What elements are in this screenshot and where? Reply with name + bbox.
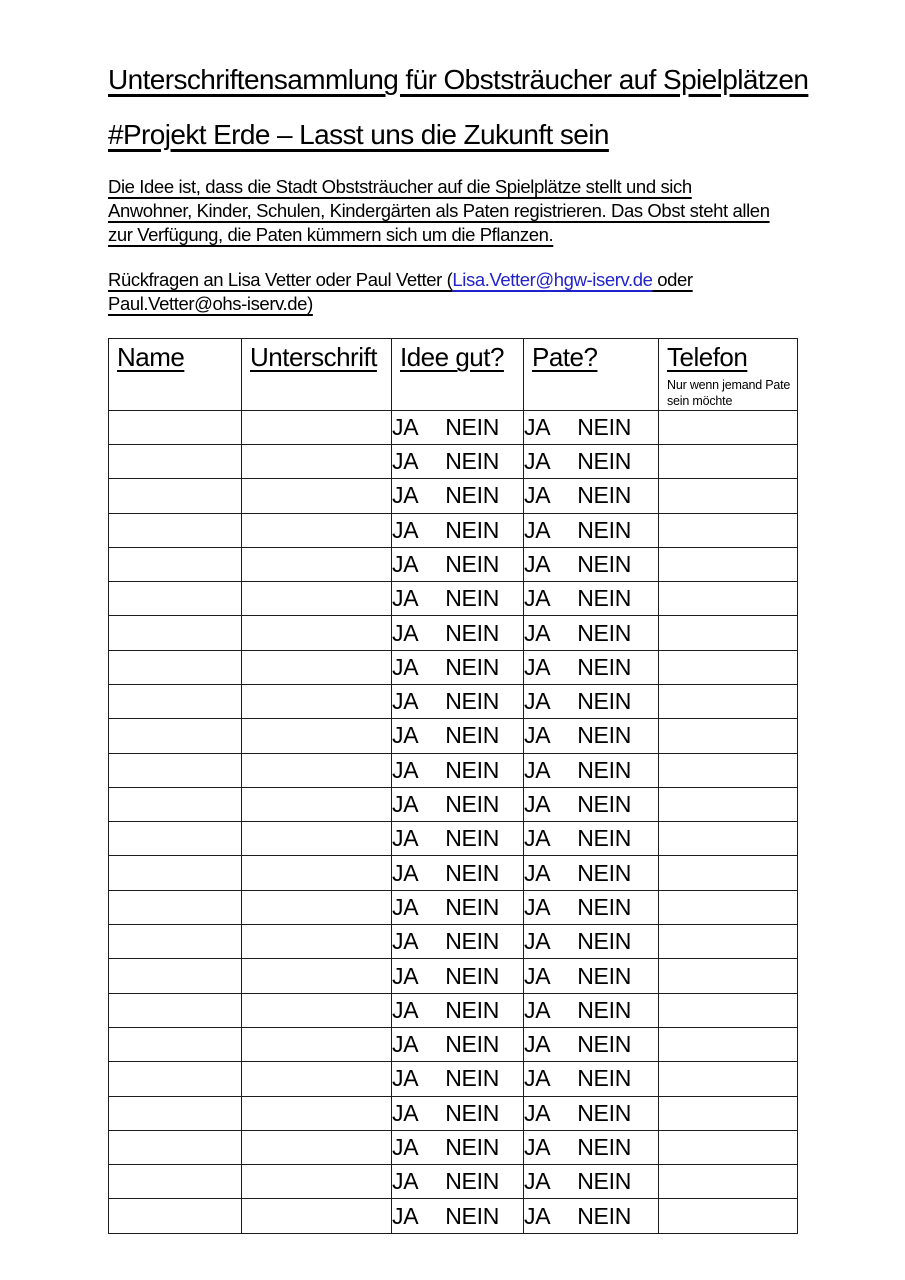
pate-ja-option: JA xyxy=(524,585,551,612)
pate-nein-option: NEIN xyxy=(577,825,632,852)
signature-cell xyxy=(242,959,392,993)
pate-ja-option: JA xyxy=(524,448,551,475)
table-row xyxy=(109,993,798,1027)
table-row xyxy=(109,582,798,616)
idee-gut-cell xyxy=(392,719,524,753)
idee-nein-option: NEIN xyxy=(445,413,500,440)
signature-cell xyxy=(242,719,392,753)
idee-ja-option: JA xyxy=(392,550,419,577)
signature-cell xyxy=(242,650,392,684)
telefon-cell xyxy=(659,479,798,513)
name-cell xyxy=(109,787,242,821)
pate-ja-option: JA xyxy=(524,1168,551,1195)
telefon-cell xyxy=(659,925,798,959)
name-cell xyxy=(109,1199,242,1233)
signature-cell xyxy=(242,753,392,787)
pate-nein-option: NEIN xyxy=(577,413,632,440)
name-cell xyxy=(109,719,242,753)
idee-ja-option: JA xyxy=(392,448,419,475)
column-header-name: Name xyxy=(109,339,242,410)
idee-ja-option: JA xyxy=(392,482,419,509)
table-row xyxy=(109,1165,798,1199)
pate-nein-option: NEIN xyxy=(577,653,632,680)
telefon-cell xyxy=(659,650,798,684)
idee-gut-cell xyxy=(392,1130,524,1164)
pate-cell xyxy=(524,582,659,616)
signature-cell xyxy=(242,787,392,821)
idee-gut-cell xyxy=(392,1199,524,1233)
telefon-cell xyxy=(659,547,798,581)
idee-ja-option: JA xyxy=(392,859,419,886)
telefon-cell xyxy=(659,616,798,650)
table-row xyxy=(109,650,798,684)
signature-cell xyxy=(242,1130,392,1164)
intro-paragraph xyxy=(108,175,805,247)
idee-gut-cell xyxy=(392,856,524,890)
telefon-cell xyxy=(659,753,798,787)
intro-line-2: Anwohner, Kinder, Schulen, Kindergärten als Paten registrieren. Das Obst steht allen xyxy=(108,200,770,222)
pate-ja-option: JA xyxy=(524,996,551,1023)
idee-nein-option: NEIN xyxy=(445,1134,500,1160)
pate-ja-option: JA xyxy=(524,516,551,543)
telefon-cell xyxy=(659,993,798,1027)
idee-nein-option: NEIN xyxy=(445,619,500,646)
idee-gut-cell xyxy=(392,547,524,581)
idee-ja-option: JA xyxy=(392,928,419,955)
pate-nein-option: NEIN xyxy=(577,791,632,818)
name-cell xyxy=(109,1027,242,1061)
pate-cell xyxy=(524,959,659,993)
pate-cell xyxy=(524,1165,659,1199)
idee-ja-option: JA xyxy=(392,585,419,612)
signature-cell xyxy=(242,890,392,924)
name-cell xyxy=(109,410,242,444)
pate-cell xyxy=(524,822,659,856)
table-row xyxy=(109,1027,798,1061)
table-row xyxy=(109,890,798,924)
pate-ja-option: JA xyxy=(524,962,551,989)
pate-nein-option: NEIN xyxy=(577,688,632,715)
name-cell xyxy=(109,650,242,684)
idee-gut-cell xyxy=(392,959,524,993)
table-row xyxy=(109,410,798,444)
idee-ja-option: JA xyxy=(392,996,419,1023)
pate-nein-option: NEIN xyxy=(577,962,632,989)
idee-ja-option: JA xyxy=(392,1099,419,1126)
idee-ja-option: JA xyxy=(392,756,419,783)
pate-cell xyxy=(524,513,659,547)
name-cell xyxy=(109,513,242,547)
pate-ja-option: JA xyxy=(524,928,551,955)
idee-ja-option: JA xyxy=(392,722,419,749)
idee-nein-option: NEIN xyxy=(445,482,500,509)
pate-ja-option: JA xyxy=(524,1134,551,1160)
pate-ja-option: JA xyxy=(524,482,551,509)
idee-gut-cell xyxy=(392,650,524,684)
table-row xyxy=(109,1199,798,1233)
pate-nein-option: NEIN xyxy=(577,1168,632,1195)
name-cell xyxy=(109,856,242,890)
pate-ja-option: JA xyxy=(524,1031,551,1058)
telefon-cell xyxy=(659,719,798,753)
column-header-pate: Pate? xyxy=(524,339,659,410)
pate-cell xyxy=(524,1062,659,1096)
pate-cell xyxy=(524,650,659,684)
idee-ja-option: JA xyxy=(392,1065,419,1092)
pate-cell xyxy=(524,1027,659,1061)
pate-nein-option: NEIN xyxy=(577,448,632,475)
idee-nein-option: NEIN xyxy=(445,1031,500,1058)
pate-nein-option: NEIN xyxy=(577,893,632,920)
idee-gut-cell xyxy=(392,513,524,547)
idee-ja-option: JA xyxy=(392,413,419,440)
intro-line-3: zur Verfügung, die Paten kümmern sich um die Pflanzen. xyxy=(108,224,554,246)
idee-nein-option: NEIN xyxy=(445,550,500,577)
table-row xyxy=(109,856,798,890)
idee-nein-option: NEIN xyxy=(445,791,500,818)
pate-cell xyxy=(524,890,659,924)
idee-gut-cell xyxy=(392,1165,524,1199)
pate-nein-option: NEIN xyxy=(577,619,632,646)
name-cell xyxy=(109,444,242,478)
idee-gut-cell xyxy=(392,479,524,513)
telefon-cell xyxy=(659,513,798,547)
idee-gut-cell xyxy=(392,925,524,959)
contact-suffix: oder xyxy=(652,269,693,291)
table-row xyxy=(109,1096,798,1130)
table-row xyxy=(109,547,798,581)
pate-cell xyxy=(524,685,659,719)
column-header-unterschrift: Unterschrift xyxy=(242,339,392,410)
pate-ja-option: JA xyxy=(524,550,551,577)
table-row xyxy=(109,513,798,547)
pate-ja-option: JA xyxy=(524,619,551,646)
table-row xyxy=(109,1062,798,1096)
idee-nein-option: NEIN xyxy=(445,448,500,475)
table-row xyxy=(109,719,798,753)
contact-prefix: Rückfragen an Lisa Vetter oder Paul Vetter ( xyxy=(108,269,453,291)
pate-cell xyxy=(524,993,659,1027)
idee-nein-option: NEIN xyxy=(445,893,500,920)
column-header-telefon: Telefon Nur wenn jemand Pate sein möchte xyxy=(659,339,798,410)
idee-nein-option: NEIN xyxy=(445,722,500,749)
page-subtitle: #Projekt Erde – Lasst uns die Zukunft sein xyxy=(108,119,609,151)
table-row xyxy=(109,1130,798,1164)
idee-nein-option: NEIN xyxy=(445,1099,500,1126)
idee-gut-cell xyxy=(392,1027,524,1061)
name-cell xyxy=(109,1130,242,1164)
pate-nein-option: NEIN xyxy=(577,928,632,955)
telefon-cell xyxy=(659,1199,798,1233)
pate-nein-option: NEIN xyxy=(577,1099,632,1126)
signature-cell xyxy=(242,479,392,513)
name-cell xyxy=(109,925,242,959)
pate-cell xyxy=(524,787,659,821)
table-row xyxy=(109,753,798,787)
telefon-cell xyxy=(659,1130,798,1164)
idee-gut-cell xyxy=(392,890,524,924)
idee-nein-option: NEIN xyxy=(445,585,500,612)
pate-ja-option: JA xyxy=(524,1202,551,1229)
email-link[interactable]: Lisa.Vetter@hgw-iserv.de xyxy=(452,269,653,291)
idee-nein-option: NEIN xyxy=(445,928,500,955)
intro-line-1: Die Idee ist, dass die Stadt Obststräucher auf die Spielplätze stellt und sich xyxy=(108,176,692,198)
pate-nein-option: NEIN xyxy=(577,1065,632,1092)
pate-ja-option: JA xyxy=(524,791,551,818)
idee-gut-cell xyxy=(392,685,524,719)
idee-gut-cell xyxy=(392,1062,524,1096)
telefon-cell xyxy=(659,1062,798,1096)
pate-cell xyxy=(524,719,659,753)
idee-ja-option: JA xyxy=(392,962,419,989)
pate-cell xyxy=(524,856,659,890)
telefon-cell xyxy=(659,1096,798,1130)
idee-gut-cell xyxy=(392,582,524,616)
idee-nein-option: NEIN xyxy=(445,996,500,1023)
idee-nein-option: NEIN xyxy=(445,962,500,989)
name-cell xyxy=(109,547,242,581)
name-cell xyxy=(109,959,242,993)
idee-gut-cell xyxy=(392,1096,524,1130)
signature-cell xyxy=(242,925,392,959)
telefon-cell xyxy=(659,410,798,444)
table-row xyxy=(109,822,798,856)
pate-ja-option: JA xyxy=(524,722,551,749)
pate-cell xyxy=(524,925,659,959)
name-cell xyxy=(109,582,242,616)
name-cell xyxy=(109,753,242,787)
idee-gut-cell xyxy=(392,993,524,1027)
pate-nein-option: NEIN xyxy=(577,1134,632,1160)
pate-cell xyxy=(524,753,659,787)
name-cell xyxy=(109,1062,242,1096)
pate-nein-option: NEIN xyxy=(577,516,632,543)
pate-nein-option: NEIN xyxy=(577,1031,632,1058)
signature-cell xyxy=(242,616,392,650)
table-row xyxy=(109,925,798,959)
pate-nein-option: NEIN xyxy=(577,1202,632,1229)
telefon-cell xyxy=(659,856,798,890)
pate-ja-option: JA xyxy=(524,688,551,715)
page-title: Unterschriftensammlung für Obststräucher auf Spielplätzen xyxy=(108,64,809,95)
table-row xyxy=(109,959,798,993)
idee-nein-option: NEIN xyxy=(445,1065,500,1092)
idee-ja-option: JA xyxy=(392,516,419,543)
idee-ja-option: JA xyxy=(392,1202,419,1229)
idee-ja-option: JA xyxy=(392,688,419,715)
idee-nein-option: NEIN xyxy=(445,653,500,680)
signature-cell xyxy=(242,1199,392,1233)
name-cell xyxy=(109,1096,242,1130)
pate-nein-option: NEIN xyxy=(577,756,632,783)
idee-gut-cell xyxy=(392,616,524,650)
pate-nein-option: NEIN xyxy=(577,996,632,1023)
pate-ja-option: JA xyxy=(524,653,551,680)
header-row xyxy=(109,339,798,410)
signature-cell xyxy=(242,410,392,444)
signature-cell xyxy=(242,547,392,581)
pate-cell xyxy=(524,410,659,444)
idee-gut-cell xyxy=(392,444,524,478)
idee-ja-option: JA xyxy=(392,791,419,818)
signature-cell xyxy=(242,1027,392,1061)
pate-nein-option: NEIN xyxy=(577,859,632,886)
signature-cell xyxy=(242,1096,392,1130)
idee-nein-option: NEIN xyxy=(445,756,500,783)
contact-line-1 xyxy=(108,268,693,292)
idee-ja-option: JA xyxy=(392,1134,419,1160)
table-row xyxy=(109,787,798,821)
idee-gut-cell xyxy=(392,410,524,444)
name-cell xyxy=(109,1165,242,1199)
telefon-note: Nur wenn jemand Pate sein möchte xyxy=(667,378,791,408)
signature-cell xyxy=(242,1062,392,1096)
table-row xyxy=(109,685,798,719)
signature-cell xyxy=(242,444,392,478)
signature-cell xyxy=(242,1165,392,1199)
pate-ja-option: JA xyxy=(524,413,551,440)
column-header-idee-gut: Idee gut? xyxy=(392,339,524,410)
signature-cell xyxy=(242,513,392,547)
contact-paragraph xyxy=(108,268,805,316)
pate-ja-option: JA xyxy=(524,756,551,783)
pate-ja-option: JA xyxy=(524,1065,551,1092)
telefon-cell xyxy=(659,787,798,821)
name-cell xyxy=(109,616,242,650)
signature-table xyxy=(108,338,798,1233)
signature-cell xyxy=(242,685,392,719)
telefon-cell xyxy=(659,582,798,616)
pate-nein-option: NEIN xyxy=(577,550,632,577)
pate-cell xyxy=(524,1096,659,1130)
idee-ja-option: JA xyxy=(392,893,419,920)
name-cell xyxy=(109,993,242,1027)
telefon-cell xyxy=(659,959,798,993)
idee-ja-option: JA xyxy=(392,825,419,852)
idee-ja-option: JA xyxy=(392,1031,419,1058)
idee-nein-option: NEIN xyxy=(445,516,500,543)
telefon-cell xyxy=(659,890,798,924)
name-cell xyxy=(109,685,242,719)
name-cell xyxy=(109,822,242,856)
telefon-cell xyxy=(659,685,798,719)
signature-cell xyxy=(242,856,392,890)
idee-nein-option: NEIN xyxy=(445,1168,500,1195)
idee-ja-option: JA xyxy=(392,653,419,680)
pate-cell xyxy=(524,616,659,650)
pate-ja-option: JA xyxy=(524,893,551,920)
idee-nein-option: NEIN xyxy=(445,859,500,886)
pate-nein-option: NEIN xyxy=(577,722,632,749)
signature-cell xyxy=(242,582,392,616)
idee-nein-option: NEIN xyxy=(445,1202,500,1229)
telefon-cell xyxy=(659,1165,798,1199)
signature-cell xyxy=(242,822,392,856)
idee-ja-option: JA xyxy=(392,1168,419,1195)
telefon-cell xyxy=(659,444,798,478)
pate-ja-option: JA xyxy=(524,859,551,886)
pate-cell xyxy=(524,547,659,581)
idee-gut-cell xyxy=(392,822,524,856)
idee-gut-cell xyxy=(392,787,524,821)
pate-cell xyxy=(524,1130,659,1164)
pate-cell xyxy=(524,1199,659,1233)
pate-cell xyxy=(524,479,659,513)
name-cell xyxy=(109,479,242,513)
pate-ja-option: JA xyxy=(524,825,551,852)
pate-cell xyxy=(524,444,659,478)
idee-ja-option: JA xyxy=(392,619,419,646)
pate-ja-option: JA xyxy=(524,1099,551,1126)
table-row xyxy=(109,444,798,478)
telefon-cell xyxy=(659,822,798,856)
table-row xyxy=(109,616,798,650)
name-cell xyxy=(109,890,242,924)
contact-line-2: Paul.Vetter@ohs-iserv.de) xyxy=(108,293,313,315)
idee-nein-option: NEIN xyxy=(445,825,500,852)
idee-nein-option: NEIN xyxy=(445,688,500,715)
pate-nein-option: NEIN xyxy=(577,585,632,612)
pate-nein-option: NEIN xyxy=(577,482,632,509)
idee-gut-cell xyxy=(392,753,524,787)
signature-cell xyxy=(242,993,392,1027)
table-row xyxy=(109,479,798,513)
telefon-cell xyxy=(659,1027,798,1061)
